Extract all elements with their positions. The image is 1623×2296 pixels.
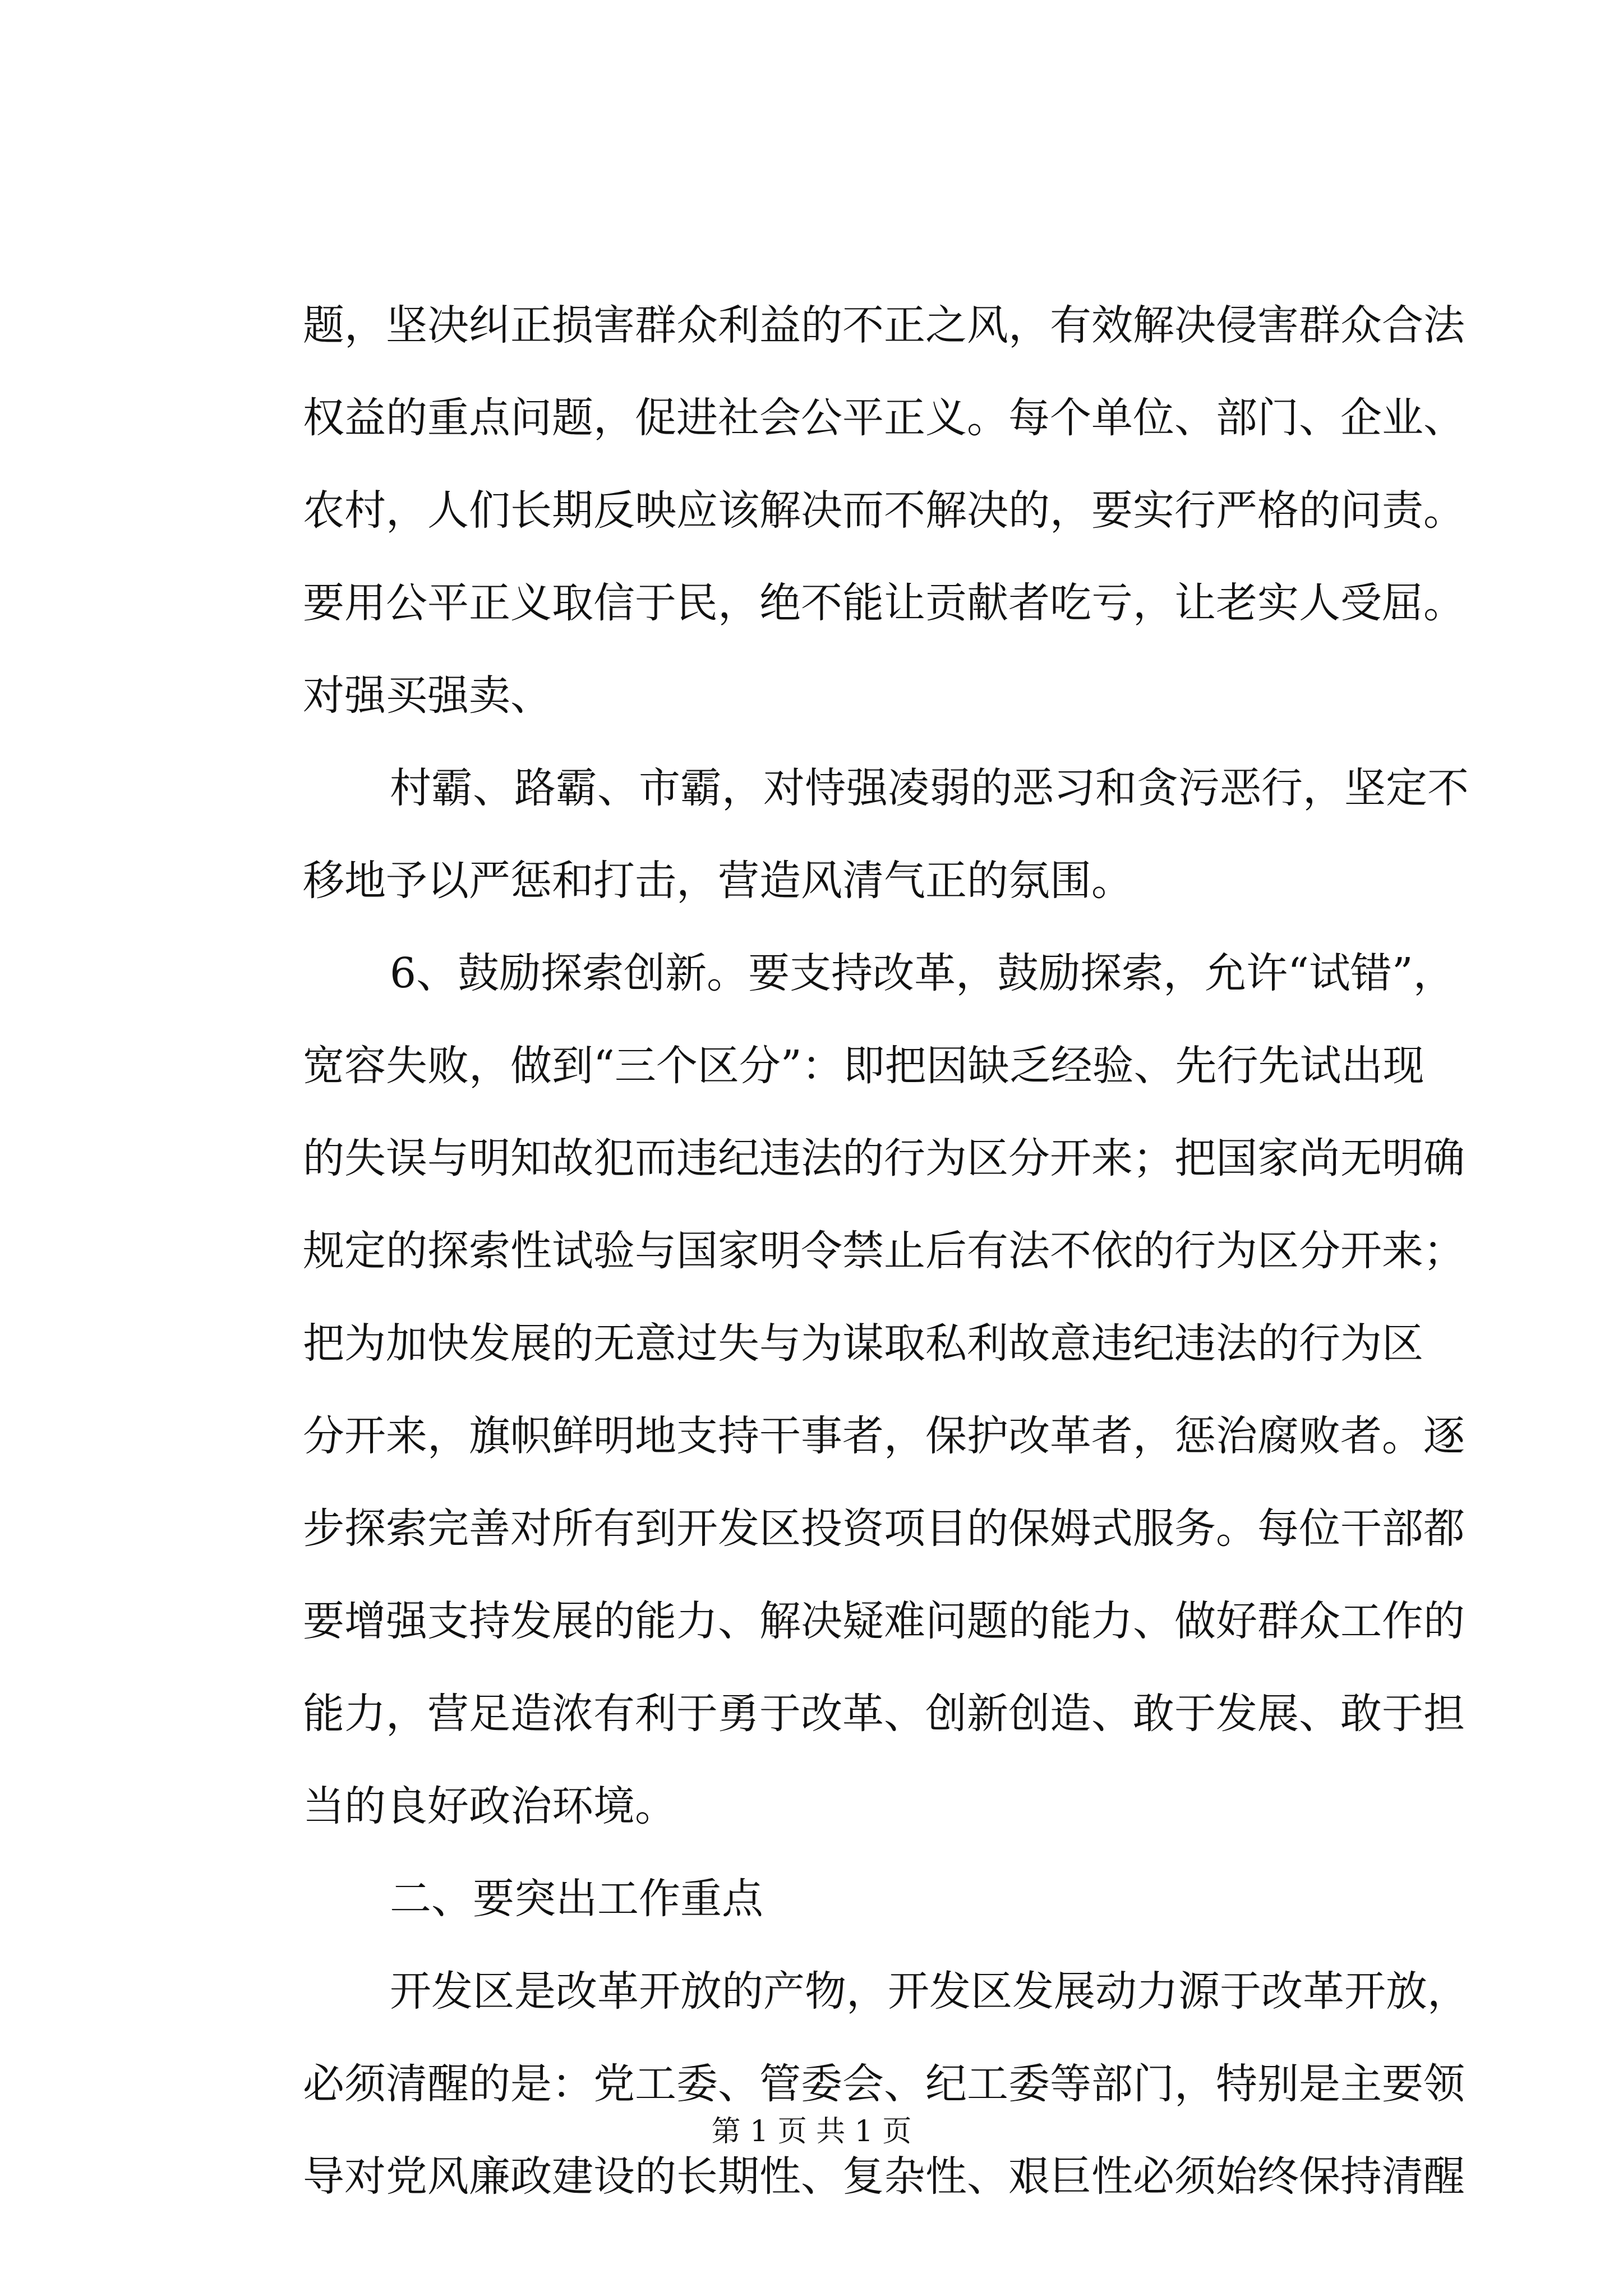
page-footer: 第 1 页 共 1 页: [711, 2115, 912, 2148]
text-line: 分开来，旗帜鲜明地支持干事者，保护改革者，惩治腐败者。逐: [303, 1412, 1465, 1460]
text-line: 必须清醒的是：党工委、管委会、纪工委等部门，特别是主要领: [303, 2060, 1465, 2108]
text-line: 对强买强卖、: [303, 671, 552, 720]
text-line: 要用公平正义取信于民，绝不能让贡献者吃亏，让老实人受屈。: [303, 579, 1465, 627]
text-line: 的失误与明知故犯而违纪违法的行为区分开来；把国家尚无明确: [303, 1134, 1465, 1182]
text-line: 把为加快发展的无意过失与为谋取私利故意违纪违法的行为区: [303, 1319, 1423, 1368]
text-line: 农村，人们长期反映应该解决而不解决的，要实行严格的问责。: [303, 486, 1465, 535]
paragraph-first-line: 村霸、路霸、市霸，对恃强凌弱的恶习和贪污恶行，坚定不: [390, 764, 1469, 812]
text-line: 当的良好政治环境。: [303, 1782, 676, 1830]
text-line: 宽容失败，做到“三个区分”：即把因缺乏经验、先行先试出现: [303, 1042, 1424, 1090]
text-line: 权益的重点问题，促进社会公平正义。每个单位、部门、企业、: [303, 394, 1465, 442]
section-heading: 二、要突出工作重点: [390, 1875, 763, 1923]
text-line: 步探索完善对所有到开发区投资项目的保姆式服务。每位干部都: [303, 1504, 1465, 1553]
paragraph-first-line: 开发区是改革开放的产物，开发区发展动力源于改革开放，: [390, 1967, 1469, 2016]
text-line: 题，坚决纠正损害群众利益的不正之风，有效解决侵害群众合法: [303, 301, 1465, 349]
text-line: 导对党风廉政建设的长期性、复杂性、艰巨性必须始终保持清醒: [303, 2152, 1465, 2201]
text-line: 能力，营足造浓有利于勇于改革、创新创造、敢于发展、敢于担: [303, 1690, 1465, 1738]
paragraph-first-line: 6、鼓励探索创新。要支持改革，鼓励探索，允许“试错”，: [390, 949, 1455, 997]
text-line: 要增强支持发展的能力、解决疑难问题的能力、做好群众工作的: [303, 1597, 1465, 1645]
text-line: 移地予以严惩和打击，营造风清气正的氛围。: [303, 857, 1133, 905]
text-line: 规定的探索性试验与国家明令禁止后有法不依的行为区分开来；: [303, 1227, 1465, 1275]
